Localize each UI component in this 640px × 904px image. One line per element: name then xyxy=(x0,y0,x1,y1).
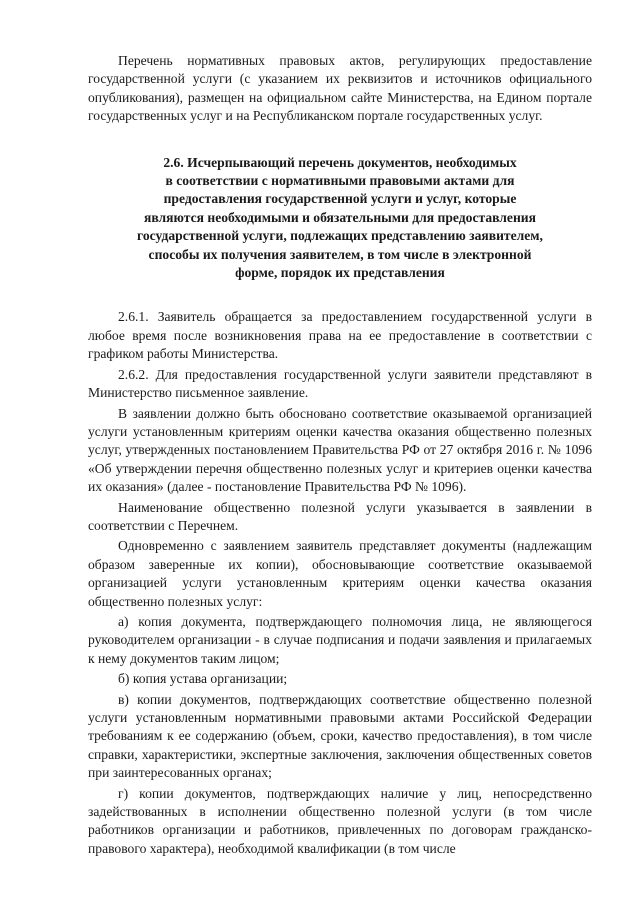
heading-line: форме, порядок их представления xyxy=(235,265,445,281)
list-item-b: б) копия устава организации; xyxy=(118,671,288,687)
section-heading xyxy=(88,154,592,283)
heading-line: в соответствии с нормативными правовыми актами для xyxy=(165,173,515,189)
heading-line: государственной услуги, подлежащих представлению заявителем, xyxy=(137,228,543,244)
intro-paragraph: Перечень нормативных правовых актов, регулирующих предоставление государственной услуги (с указанием их реквизитов и источников официального опубликования), размещен на официальном сайте Министерства, на Едином портале государственных услуг и на Республиканском портале государственных услуг. xyxy=(88,53,592,124)
paragraph-justification: В заявлении должно быть обосновано соответствие оказываемой организацией услуги установленным критериям оценки качества оказания общественно полезных услуг, утвержденных постановлением Правительства РФ от 27 октября 2016 г. № 1096 «Об утверждении перечня общественно полезных услуг и критериев оценки качества их оказания» (далее - постановление Правительства РФ № 1096). xyxy=(88,405,592,495)
heading-line: являются необходимыми и обязательными для предоставления xyxy=(144,209,536,225)
heading-line: 2.6. Исчерпывающий перечень документов, необходимых xyxy=(163,154,517,170)
paragraph-2-6-1: 2.6.1. Заявитель обращается за предоставлением государственной услуги в любое время после возникновения права на ее предоставление в соответствии с графиком работы Министерства. xyxy=(88,309,592,362)
list-item-v: в) копии документов, подтверждающих соответствие общественно полезной услуги установленным нормативными правовыми актами Российской Федерации требованиям к ее содержанию (объем, сроки, качество предоставления), в том числе справки, характеристики, экспертные заключения, заключения общественных советов при заинтересованных органах; xyxy=(88,691,592,781)
list-item-g: г) копии документов, подтверждающих наличие у лиц, непосредственно задействованных в исполнении общественно полезной услуги (в том числе работников организации и работников, привлеченных по договорам гражданско-правового характера), необходимой квалификации (в том числе xyxy=(88,785,592,856)
heading-line: предоставления государственной услуги и услуг, которые xyxy=(163,191,517,207)
paragraph-2-6-2: 2.6.2. Для предоставления государственной услуги заявители представляют в Министерство письменное заявление. xyxy=(88,366,592,401)
list-item-a: а) копия документа, подтверждающего полномочия лица, не являющегося руководителем организации - в случае подписания и подачи заявления и прилагаемых к нему документов таким лицом; xyxy=(88,613,592,666)
paragraph-service-name: Наименование общественно полезной услуги указывается в заявлении в соответствии с Перечнем. xyxy=(88,499,592,533)
heading-line: способы их получения заявителем, в том числе в электронной xyxy=(148,246,532,262)
paragraph-documents: Одновременно с заявлением заявитель представляет документы (надлежащим образом заверенные их копии), обосновывающие соответствие оказываемой организацией услуги установленным критериям оценки качества оказания общественно полезных услуг: xyxy=(88,538,592,609)
